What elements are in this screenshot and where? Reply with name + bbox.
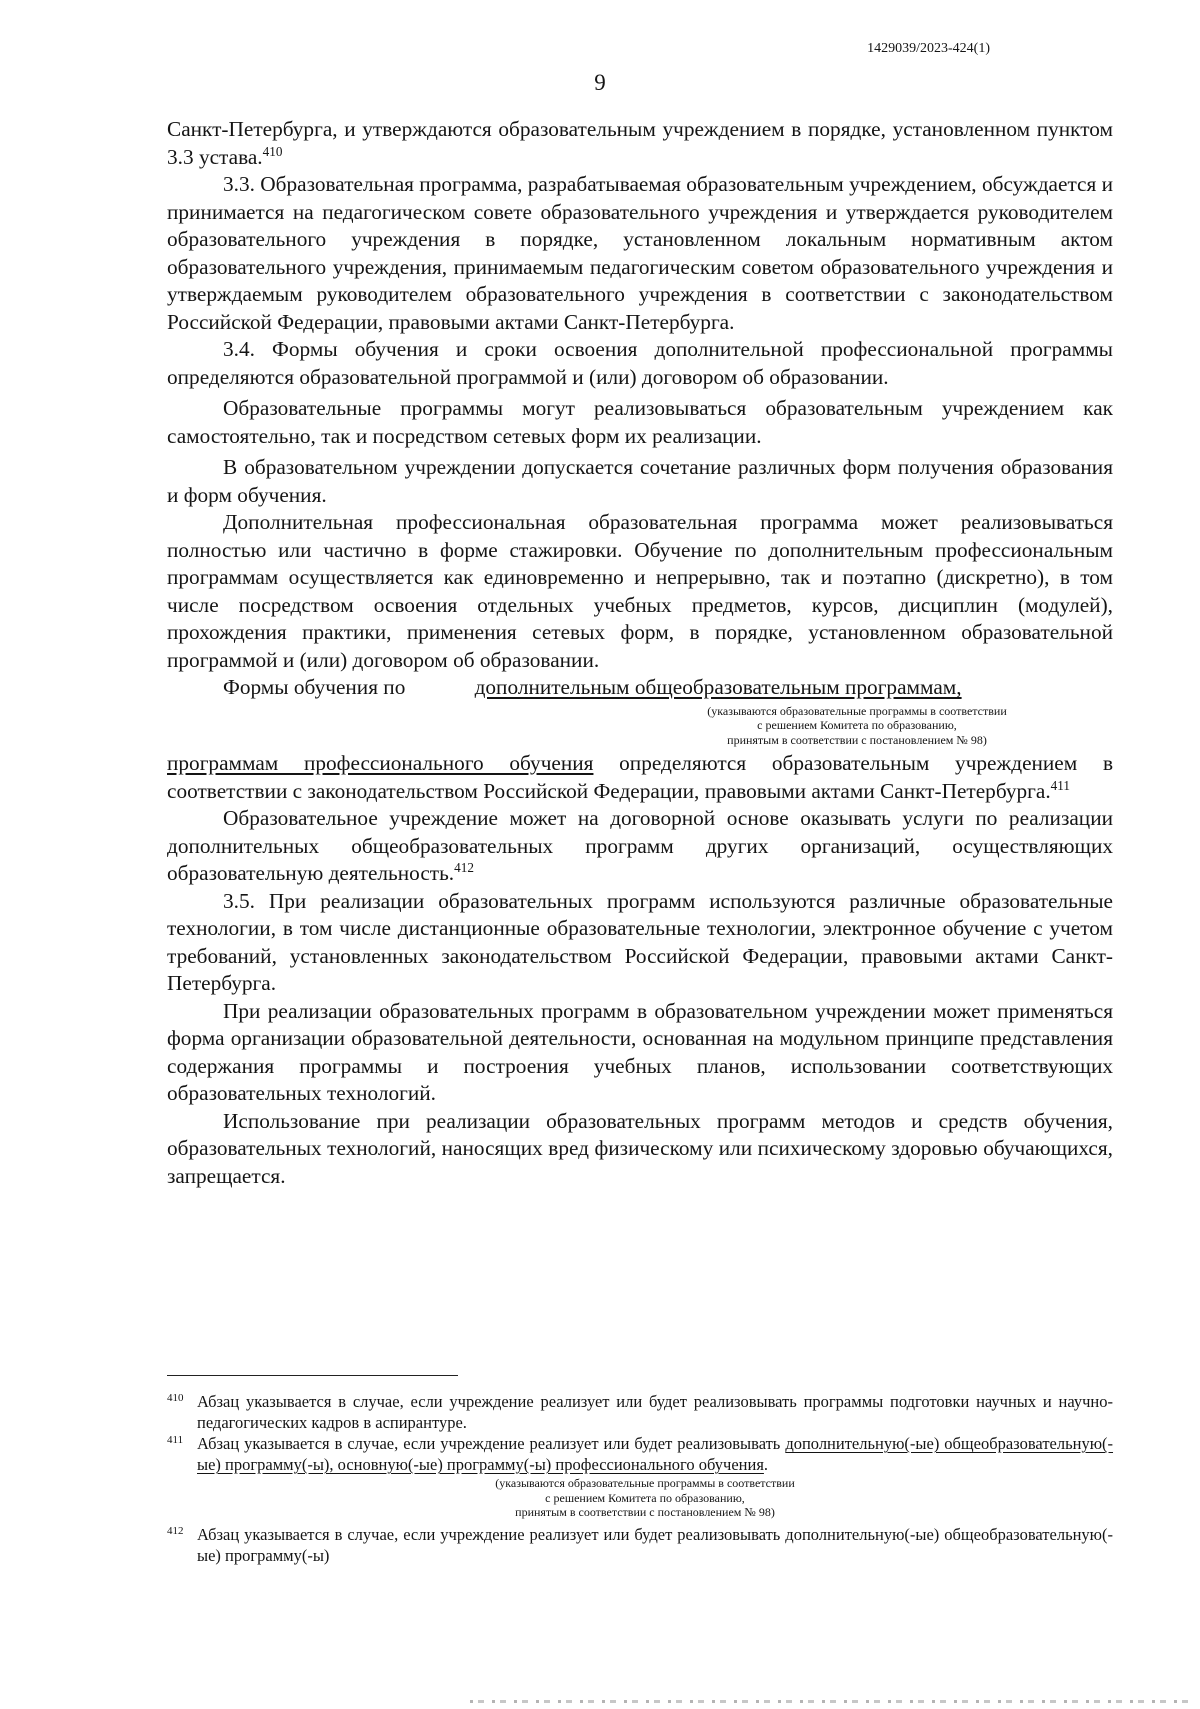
underlined-programs-1: дополнительным общеобразовательным программам, bbox=[474, 675, 962, 699]
paragraph-forms-combination: В образовательном учреждении допускается сочетание различных форм получения образования и форм обучения. bbox=[167, 455, 1113, 507]
footnote-412: 412 Абзац указывается в случае, если учреждение реализует или будет реализовывать дополнительную(-ые) общеобразовательную(-ые) программу(-ы) bbox=[167, 1524, 1113, 1565]
paragraph-3-3: 3.3. Образовательная программа, разрабатываемая образовательным учреждением, обсуждается и принимается на педагогическом совете образовательного учреждения и утверждается руководителем образовательного учреждения в порядке, установленном локальным нормативным актом образовательного учреждения, принимаемым педагогическим советом образовательного учреждения и утверждаемым руководителем образовательного учреждения в соответствии с законодательством Российской Федерации, правовыми актами Санкт-Петербурга. bbox=[167, 172, 1113, 334]
scan-artifact-line bbox=[470, 1700, 1190, 1703]
paragraph-additional-programs: Дополнительная профессиональная образовательная программа может реализовываться полностью или частично в форме стажировки. Обучение по дополнительным профессиональным программам осуществляется как единовременно и непрерывно, так и поэтапно (дискретно), в том числе посредством освоения отдельных учебных предметов, курсов, дисциплин (модулей), прохождения практики, применения сетевых форм, в порядке, установленном образовательной программой и (или) договором об образовании. bbox=[167, 510, 1113, 672]
body-text bbox=[167, 116, 1113, 1190]
paragraph-forms-continued: программам профессионального обучения определяются образовательным учреждением в соответствии с законодательством Российской Федерации, правовыми актами Санкт-Петербурга.$^{411}$ bbox=[167, 751, 1113, 803]
paragraph-network-forms: Образовательные программы могут реализовываться образовательным учреждением как самостоятельно, так и посредством сетевых форм их реализации. bbox=[167, 396, 1113, 448]
footnote-ref-412: 412 bbox=[454, 859, 474, 875]
paragraph-3-4: 3.4. Формы обучения и сроки освоения дополнительной профессиональной программы определяются образовательной программой и (или) договором об образовании. bbox=[167, 337, 1113, 389]
paragraph-1: Санкт-Петербурга, и утверждаются образовательным учреждением в порядке, установленном пунктом 3.3 устава.$^{410}$ bbox=[167, 117, 1113, 169]
footnote-411-note: (указываются образовательные программы в соответствии с решением Комитета по образованию, принятым в соответствии с постановлением № 98) bbox=[495, 1476, 795, 1519]
paragraph-prohibited-methods: Использование при реализации образовательных программ методов и средств обучения, образовательных технологий, наносящих вред физическому или психическому здоровью обучающихся, запрещается. bbox=[167, 1108, 1113, 1188]
footnote-separator bbox=[167, 1375, 458, 1376]
document-number: 1429039/2023-424(1) bbox=[867, 41, 990, 56]
paragraph-forms-of-education: Формы обучения по дополнительным общеобразовательным программам, bbox=[223, 675, 962, 699]
paragraph-modular: При реализации образовательных программ в образовательном учреждении может применяться форма организации образовательной деятельности, основанная на модульном принципе представления содержания программы и построения учебных планов, использовании соответствующих образовательных технологий. bbox=[167, 998, 1113, 1105]
footnote-410: 410 Абзац указывается в случае, если учреждение реализует или будет реализовывать программы подготовки научных и научно-педагогических кадров в аспирантуре. bbox=[167, 1392, 1113, 1432]
underlined-programs-2: программам профессионального обучения bbox=[167, 751, 594, 775]
footnote-411: 411 Абзац указывается в случае, если учреждение реализует или будет реализовывать дополнительную(-ые) общеобразовательную(-ые) программу(-ы), основную(-ые) программу(-ы) профессионального обучения. bbox=[167, 1434, 1114, 1474]
paragraph-3-5: 3.5. При реализации образовательных программ используются различные образовательные технологии, в том числе дистанционные образовательные технологии, электронное обучение с учетом требований, установленных законодательством Российской Федерации, правовыми актами Санкт-Петербурга. bbox=[167, 888, 1113, 995]
programs-note: (указываются образовательные программы в соответствии с решением Комитета по образованию, принятым в соответствии с постановлением № 98) bbox=[707, 703, 1007, 747]
footnote-ref-410: 410 bbox=[262, 143, 283, 159]
page-number: 9 bbox=[594, 70, 606, 95]
footnote-ref-411: 411 bbox=[1050, 777, 1070, 793]
paragraph-contract-services: Образовательное учреждение может на договорной основе оказывать услуги по реализации дополнительных общеобразовательных программ других организаций, осуществляющих образовательную деятельность.$^{412}$ bbox=[167, 806, 1113, 885]
footnotes bbox=[167, 1391, 1113, 1566]
